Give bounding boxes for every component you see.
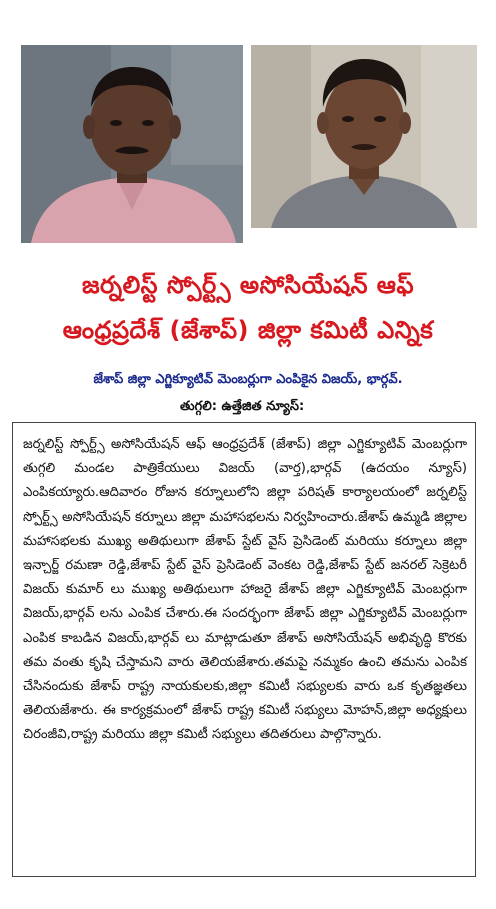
subheadline: జేశాప్ జిల్లా ఎగ్జిక్యూటివ్ మెంబర్లుగా ఎంపికైన విజయ్, భార్గవ్. (93, 372, 403, 387)
photo-bhargav (249, 43, 479, 230)
dateline: తుగ్గలి: ఉత్తేజిత న్యూస్: (180, 399, 305, 414)
article-box (12, 422, 476, 877)
headline-line-2: ఆంధ్రప్రదేశ్ (జేశాప్) జిల్లా కమిటీ ఎన్నిక (62, 316, 434, 344)
photo-vijay (19, 43, 245, 245)
portrait-image (251, 45, 477, 228)
dateline-source: ఉత్తేజిత న్యూస్: (221, 399, 305, 414)
portrait-image (21, 45, 243, 243)
dateline-place: తుగ్గలి (180, 399, 212, 414)
headline-line-1: జర్నలిస్ట్ స్పోర్ట్స్ అసోసియేషన్ ఆఫ్ (81, 271, 415, 299)
article-body: జర్నలిస్ట్ స్పోర్ట్స్ అసోసియేషన్ ఆఫ్ ఆంధ్రప్రదేశ్ (జేశాప్) జిల్లా ఎగ్జిక్యూటివ్ మెంబర్లుగా తుగ్గలి మండల పాత్రికేయులు విజయ్ (వార్త),భార్గవ్ (ఉదయం న్యూస్) ఎంపికయ్యారు.ఆదివారం రోజున కర్నూలులోని జిల్లా పరిషత్ కార్యాలయంలో జర్నలిస్ట్ స్పోర్ట్స్ అసోసియేషన్ కర్నూలు జిల్లా మహాసభలను నిర్వహించారు.జేశాప్ ఉమ్మడి జిల్లాల మహాసభలకు ముఖ్య అతిథులుగా జేశాప్ స్టేట్ వైస్ ప్రెసిడెంట్ మరియు కర్నూలు జిల్లా ఇన్చార్జ్ రమణా రెడ్డి,జేశాప్ స్టేట్ వైస్ ప్రెసిడెంట్ వెంకట రెడ్డి,జేశాప్ స్టేట్ జనరల్ సెక్రెటరీ విజయ్ కుమార్ లు ముఖ్య అతిథులుగా హాజరై జేశాప్ జిల్లా ఎగ్జిక్యూటివ్ మెంబర్లుగా విజయ్,భార్గవ్ లను ఎంపిక చేశారు.ఈ సందర్భంగా జేశాప్ జిల్లా ఎగ్జిక్యూటివ్ మెంబర్లుగా ఎంపిక కాబడిన విజయ్,భార్గవ్ లు మాట్లాడుతూ జేశాప్ అసోసియేషన్ అభివృద్ధి కొరకు తమ వంతు కృషి చేస్తామని వారు తెలియజేశారు.తమపై నమ్మకం ఉంచి తమను ఎంపిక చేసినందుకు జేశాప్ రాష్ట్ర నాయకులకు,జిల్లా కమిటీ సభ్యులకు వారు ఒక కృతజ్ఞతలు తెలియజేశారు. ఈ కార్యక్రమంలో జేశాప్ రాష్ట్ర కమిటీ సభ్యులు మోహన్,జిల్లా అధ్యక్షులు చిరంజీవి,రాష్ట్ర మరియు జిల్లా కమిటీ సభ్యులు తదితరులు పాల్గొన్నారు. (23, 437, 467, 743)
